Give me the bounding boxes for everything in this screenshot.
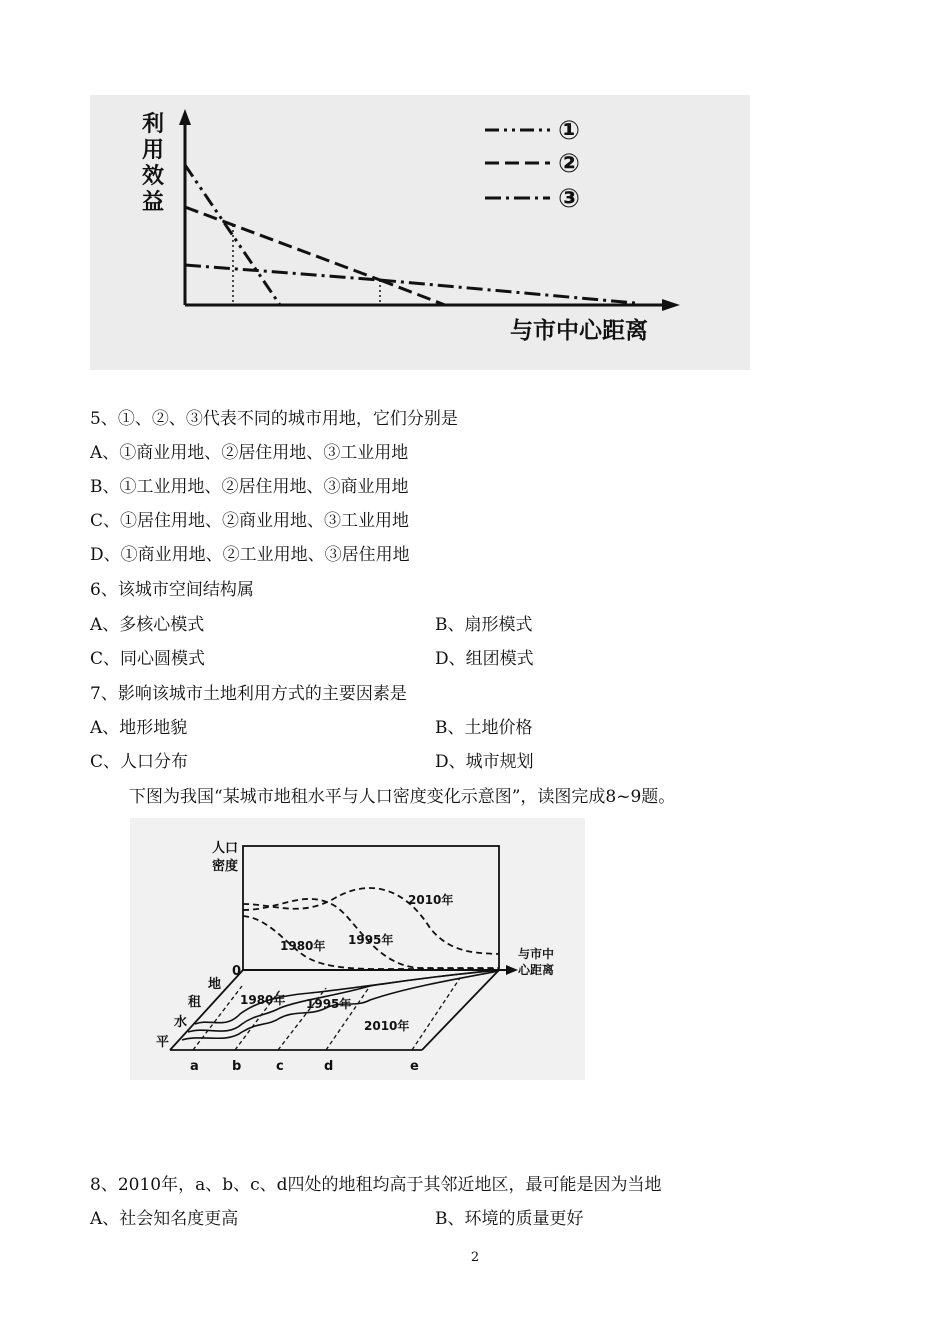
y-axis-label-4: 益 [142, 190, 165, 215]
q7-option-b: B、土地价格 [435, 718, 533, 738]
x-axis-label: 与市中心距离 [510, 318, 648, 344]
q6-option-c: C、同心圆模式 [90, 649, 206, 669]
top-label-1980: 1980年 [280, 939, 326, 953]
point-d: d [324, 1059, 334, 1074]
q5-stem: 5、①、②、③代表不同的城市用地，它们分别是 [90, 409, 458, 429]
rent-label-4: 平 [156, 1035, 170, 1050]
distance-label-2: 心距离 [518, 963, 555, 977]
q6-stem: 6、该城市空间结构属 [90, 580, 254, 600]
origin-label: 0 [232, 964, 242, 979]
point-a: a [190, 1059, 199, 1074]
point-c: c [276, 1059, 284, 1074]
legend-1: ① [558, 116, 581, 146]
bottom-label-1995: 1995年 [306, 997, 352, 1011]
figure2-intro: 下图为我国“某城市地租水平与人口密度变化示意图”，读图完成8~9题。 [129, 787, 676, 807]
density-label-2: 密度 [212, 859, 239, 874]
top-label-2010: 2010年 [408, 893, 454, 907]
q6-option-b: B、扇形模式 [435, 615, 533, 635]
q5-option-c: C、①居住用地、②商业用地、③工业用地 [90, 511, 410, 531]
density-label-1: 人口 [212, 841, 239, 856]
rent-density-figure [130, 818, 585, 1080]
q7-option-c: C、人口分布 [90, 752, 189, 772]
q7-stem: 7、影响该城市土地利用方式的主要因素是 [90, 684, 407, 704]
rent-label-2: 租 [188, 995, 202, 1010]
rent-label-1: 地 [208, 977, 222, 992]
y-axis-label-1: 利 [142, 112, 165, 137]
distance-label-1: 与市中 [518, 947, 555, 961]
rent-label-3: 水 [174, 1015, 188, 1030]
legend-3: ③ [558, 184, 581, 214]
q8-stem: 8、2010年，a、b、c、d四处的地租均高于其邻近地区，最可能是因为当地 [90, 1175, 662, 1195]
q5-option-a: A、①商业用地、②居住用地、③工业用地 [90, 443, 409, 463]
legend-2: ② [558, 149, 581, 179]
bottom-label-2010: 2010年 [364, 1019, 410, 1033]
top-label-1995: 1995年 [348, 933, 394, 947]
point-e: e [410, 1059, 419, 1074]
q8-option-b: B、环境的质量更好 [435, 1209, 584, 1229]
q7-option-a: A、地形地貌 [90, 718, 188, 738]
point-b: b [232, 1059, 242, 1074]
land-use-benefit-figure [90, 95, 750, 370]
q6-option-d: D、组团模式 [435, 649, 534, 669]
q6-option-a: A、多核心模式 [90, 615, 205, 635]
y-axis-label-2: 用 [142, 138, 165, 163]
y-axis-label-3: 效 [142, 164, 165, 189]
q5-option-b: B、①工业用地、②居住用地、③商业用地 [90, 477, 409, 497]
q7-option-d: D、城市规划 [435, 752, 534, 772]
page-number: 2 [470, 1250, 480, 1265]
q5-option-d: D、①商业用地、②工业用地、③居住用地 [90, 545, 410, 565]
q8-option-a: A、社会知名度更高 [90, 1209, 239, 1229]
bottom-label-1980: 1980年 [240, 993, 286, 1007]
